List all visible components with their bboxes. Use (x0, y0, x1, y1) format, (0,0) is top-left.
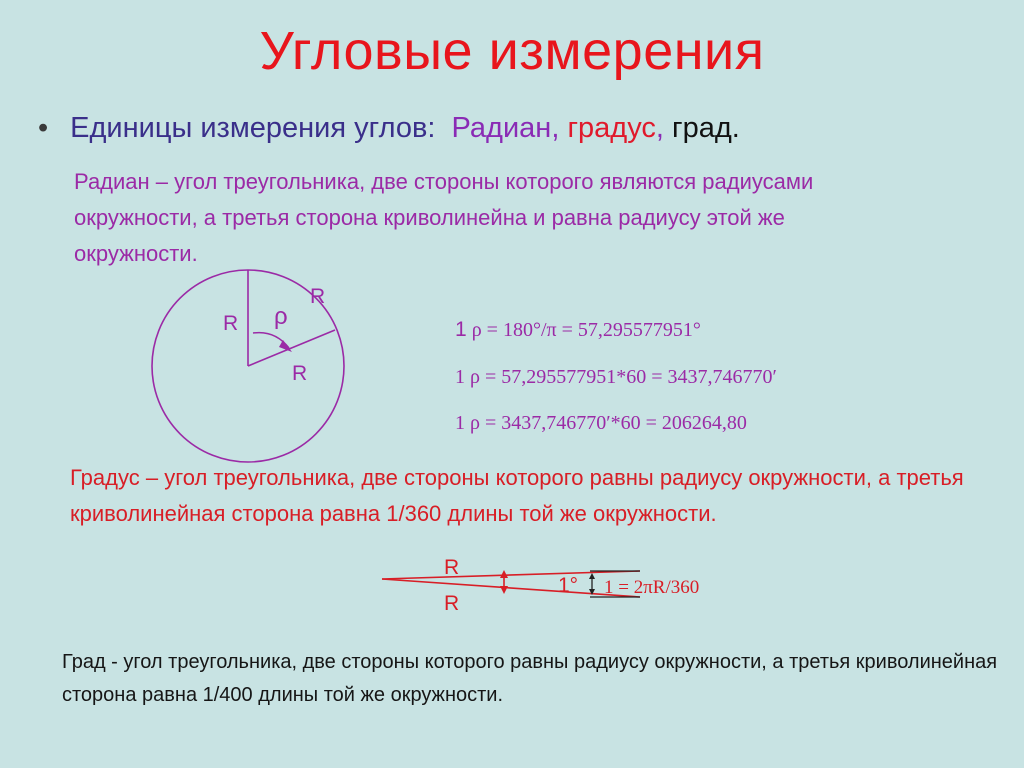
formula-3: 1 ρ = 3437,746770′*60 = 206264,80 (455, 412, 747, 434)
degree-ray-top (382, 571, 640, 579)
radian-definition: Радиан – угол треугольника, две стороны которого являются радиусами окружности, а третья сторона криволинейна и равна радиусу этой же окружности. (74, 169, 814, 266)
degree-label-r-top: R (444, 556, 460, 579)
unit-grad: град. (672, 112, 740, 144)
label-r-bottom: R (292, 362, 308, 385)
formula-1-body: ρ = 180°/π = 57,295577951° (466, 319, 701, 341)
degree-label-angle: 1° (558, 574, 579, 597)
units-prefix: Единицы измерения углов: (70, 112, 436, 144)
label-r-top: R (310, 285, 326, 308)
degree-arrow-down (500, 586, 508, 594)
unit-radian: Радиан (451, 112, 552, 144)
slide-title: Угловые измерения (259, 21, 765, 81)
grad-definition: Град - угол треугольника, две стороны которого равны радиусу окружности, а третья криволинейная сторона равна 1/400 длины той же окружности. (62, 651, 998, 706)
label-rho: ρ (274, 303, 288, 330)
formula-1-lead: 1 (455, 318, 467, 341)
degree-definition: Градус – угол треугольника, две стороны которого равны радиусу окружности, а третья криволинейная сторона равна 1/360 длины той же окружности. (70, 465, 964, 526)
degree-arrow-up (500, 570, 508, 578)
degree-label-r-bottom: R (444, 592, 460, 615)
unit-comma-1: , (551, 112, 560, 144)
unit-degree: градус (567, 112, 656, 144)
degree-label-arc: 1 = 2πR/360 (604, 577, 700, 598)
degree-ray-bottom (382, 579, 640, 597)
label-r-left: R (223, 312, 239, 335)
formula-2: 1 ρ = 57,295577951*60 = 3437,746770′ (455, 366, 777, 388)
bullet-icon: • (38, 112, 49, 144)
degree-height-arrow-up (589, 573, 595, 579)
unit-comma-2: , (655, 112, 664, 144)
